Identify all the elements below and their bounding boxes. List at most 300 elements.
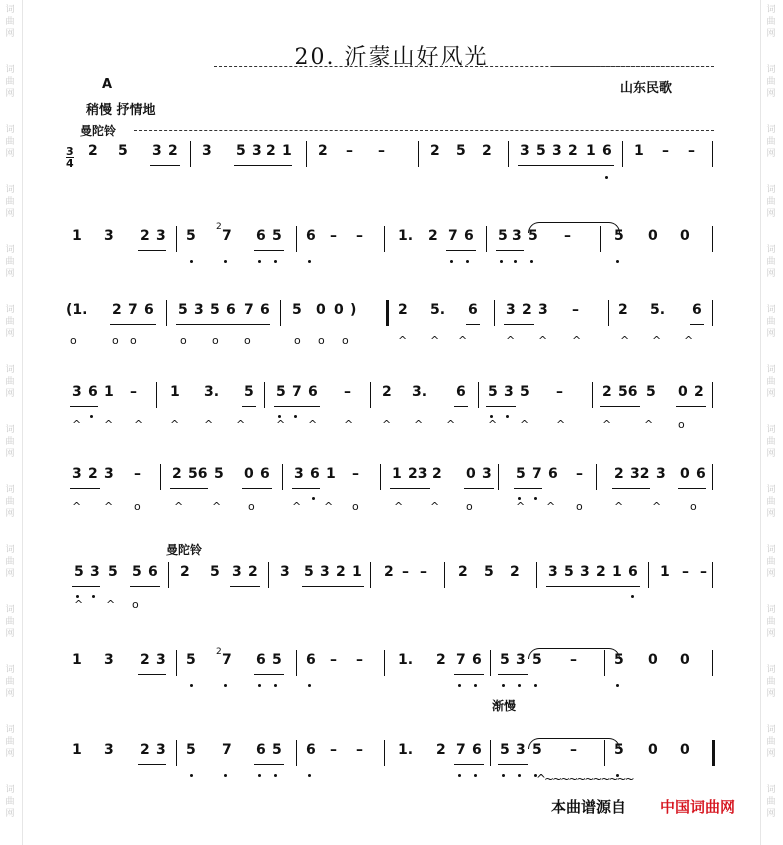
note-token: 2: [482, 143, 492, 159]
articulation-mark: o: [342, 334, 349, 347]
note-token: 6: [696, 466, 706, 482]
note-token: 6: [256, 742, 266, 758]
note-token: 3: [538, 302, 548, 318]
tie-slur: [528, 738, 620, 749]
note-token: 3: [656, 466, 666, 482]
note-token: 5: [272, 228, 282, 244]
articulation-mark: ^: [204, 418, 214, 431]
note-token: 5.: [650, 302, 666, 318]
note-token: 5: [646, 384, 656, 400]
section-label: A: [102, 77, 113, 92]
note-token: 6: [226, 302, 236, 318]
octave-dot: [518, 684, 521, 687]
note-token: –: [330, 742, 337, 758]
watermark-text: 词 曲 网: [5, 485, 15, 519]
note-token: 2: [522, 302, 532, 318]
watermark-text: 词 曲 网: [766, 245, 776, 279]
barline: [296, 650, 297, 676]
barline: [490, 650, 491, 676]
articulation-mark: ^: [236, 418, 246, 431]
note-token: 2: [614, 466, 624, 482]
watermark-text: 词 曲 网: [5, 65, 15, 99]
watermark-text: 词 曲 网: [5, 725, 15, 759]
note-token: 2: [602, 384, 612, 400]
note-token: 3: [156, 742, 166, 758]
note-token: 2: [248, 564, 258, 580]
beam-underline: [486, 406, 516, 407]
octave-dot: [274, 774, 277, 777]
note-token: 2: [430, 143, 440, 159]
barline: [592, 382, 593, 408]
beam-underline: [454, 406, 468, 407]
note-token: 23: [408, 466, 428, 482]
note-token: 6: [256, 652, 266, 668]
barline: [306, 141, 307, 167]
beam-underline: [514, 488, 542, 489]
articulation-mark: o: [678, 418, 685, 431]
articulation-mark: ^: [446, 418, 456, 431]
note-token: 5: [520, 384, 530, 400]
barline: [280, 300, 281, 326]
octave-dot: [258, 684, 261, 687]
octave-dot: [518, 774, 521, 777]
note-token: (1.: [66, 302, 88, 318]
articulation-mark: ^: [74, 598, 84, 611]
note-token: 5: [276, 384, 286, 400]
repeat-bar: [386, 300, 389, 326]
note-token: 6: [472, 652, 482, 668]
note-token: 5: [484, 564, 494, 580]
note-token: 5: [532, 652, 542, 668]
note-token: –: [356, 742, 363, 758]
note-token: 3: [202, 143, 212, 159]
beam-underline: [498, 764, 528, 765]
note-token: 2: [180, 564, 190, 580]
note-token: 0: [648, 652, 658, 668]
articulation-mark: ^: [516, 500, 526, 513]
note-token: –: [330, 228, 337, 244]
note-token: 6: [144, 302, 154, 318]
note-token: 2: [458, 564, 468, 580]
barline: [370, 382, 371, 408]
note-token: 3: [104, 228, 114, 244]
source-label: 本曲谱源自: [551, 798, 627, 816]
note-token: –: [402, 564, 409, 580]
articulation-mark: ^: [344, 418, 354, 431]
note-token: 3: [506, 302, 516, 318]
note-token: 6: [306, 742, 316, 758]
note-token: –: [134, 466, 141, 482]
note-token: 6: [472, 742, 482, 758]
beam-underline: [230, 586, 260, 587]
octave-dot: [90, 415, 93, 418]
tie-slur: [528, 222, 620, 233]
octave-dot: [605, 176, 608, 179]
octave-dot: [190, 774, 193, 777]
beam-underline: [498, 674, 528, 675]
articulation-mark: o: [294, 334, 301, 347]
articulation-mark: ^: [644, 418, 654, 431]
barline: [370, 562, 371, 588]
watermark-text: 词 曲 网: [5, 5, 15, 39]
watermark-text: 词 曲 网: [766, 305, 776, 339]
octave-dot: [616, 260, 619, 263]
octave-dot: [506, 415, 509, 418]
articulation-mark: ^: [174, 500, 184, 513]
watermark-text: 词 曲 网: [766, 665, 776, 699]
note-token: 3: [552, 143, 562, 159]
beam-underline: [464, 488, 494, 489]
articulation-mark: ^: [398, 334, 408, 347]
beam-underline: [504, 324, 534, 325]
octave-dot: [458, 774, 461, 777]
note-token: 5: [74, 564, 84, 580]
note-token: 6: [260, 466, 270, 482]
note-token: –: [346, 143, 353, 159]
note-token: 2: [88, 466, 98, 482]
note-token: 7: [532, 466, 542, 482]
note-token: 3: [152, 143, 162, 159]
articulation-mark: o: [690, 500, 697, 513]
articulation-mark: ^: [104, 500, 114, 513]
beam-underline: [466, 324, 480, 325]
note-token: 6: [456, 384, 466, 400]
note-token: –: [356, 228, 363, 244]
barline: [490, 740, 491, 766]
beam-underline: [242, 406, 256, 407]
articulation-mark: o: [576, 500, 583, 513]
articulation-mark: ^: [538, 334, 548, 347]
note-token: 2: [398, 302, 408, 318]
note-token: 2: [172, 466, 182, 482]
beam-underline: [254, 674, 284, 675]
note-token: 1: [660, 564, 670, 580]
articulation-mark: ^: [106, 598, 116, 611]
note-token: 5: [498, 228, 508, 244]
barline: [384, 650, 385, 676]
beam-underline: [612, 488, 650, 489]
octave-dot: [502, 684, 505, 687]
watermark-text: 词 曲 网: [5, 605, 15, 639]
note-token: 3: [516, 742, 526, 758]
octave-dot: [308, 774, 311, 777]
note-token: –: [570, 652, 577, 668]
beam-underline: [496, 250, 524, 251]
note-token: 2: [140, 228, 150, 244]
octave-dot: [534, 684, 537, 687]
octave-dot: [474, 684, 477, 687]
note-token: 5: [214, 466, 224, 482]
articulation-mark: ^: [308, 418, 318, 431]
note-token: 2: [112, 302, 122, 318]
note-token: 6: [306, 228, 316, 244]
octave-dot: [474, 774, 477, 777]
articulation-mark: ^: [104, 418, 114, 431]
articulation-mark: ^: [684, 334, 694, 347]
octave-dot: [312, 497, 315, 500]
note-token: 0: [316, 302, 326, 318]
time-signature-top: 3: [66, 145, 74, 158]
barline: [622, 141, 623, 167]
watermark-text: 词 曲 网: [766, 785, 776, 819]
mandolin-dashed-line: [642, 66, 714, 67]
note-token: –: [700, 564, 707, 580]
note-token: 5: [564, 564, 574, 580]
note-token: 5: [614, 652, 624, 668]
note-token: 7: [222, 228, 232, 244]
octave-dot: [224, 684, 227, 687]
watermark-text: 词 曲 网: [5, 425, 15, 459]
watermark-text: 词 曲 网: [5, 245, 15, 279]
note-token: 3: [252, 143, 262, 159]
octave-dot: [224, 260, 227, 263]
note-token: –: [682, 564, 689, 580]
watermark-text: 词 曲 网: [766, 65, 776, 99]
articulation-mark: o: [132, 598, 139, 611]
articulation-mark: o: [112, 334, 119, 347]
note-token: 3: [280, 564, 290, 580]
note-token: 2: [140, 652, 150, 668]
octave-dot: [258, 260, 261, 263]
origin-label: 山东民歌: [620, 81, 673, 96]
barline: [498, 464, 499, 490]
articulation-mark: o: [244, 334, 251, 347]
note-token: 5: [244, 384, 254, 400]
beam-underline: [454, 674, 484, 675]
octave-dot: [450, 260, 453, 263]
note-token: 2: [168, 143, 178, 159]
note-token: 2: [384, 564, 394, 580]
beam-underline: [292, 488, 320, 489]
note-token: 1: [586, 143, 596, 159]
barline: [536, 562, 537, 588]
watermark-text: 词 曲 网: [5, 665, 15, 699]
octave-dot: [92, 595, 95, 598]
tempo-slower-label: 渐慢: [492, 699, 517, 713]
note-token: 5.: [430, 302, 446, 318]
note-token: 0: [648, 742, 658, 758]
articulation-mark: o: [130, 334, 137, 347]
note-token: –: [556, 384, 563, 400]
note-token: –: [352, 466, 359, 482]
note-token: 0: [334, 302, 344, 318]
beam-underline: [550, 165, 612, 166]
barline: [608, 300, 609, 326]
octave-dot: [190, 684, 193, 687]
note-token: 2: [140, 742, 150, 758]
articulation-mark: ^: [72, 418, 82, 431]
articulation-mark: ^: [134, 418, 144, 431]
tie-slur: [528, 648, 620, 659]
beam-underline: [138, 250, 166, 251]
note-token: 3: [294, 466, 304, 482]
barline: [296, 740, 297, 766]
beam-underline: [676, 406, 706, 407]
note-token: 5: [614, 742, 624, 758]
articulation-mark: ^: [430, 500, 440, 513]
beam-underline: [242, 488, 272, 489]
note-token: 6: [468, 302, 478, 318]
note-token: 2: [88, 143, 98, 159]
note-token: 1.: [398, 228, 414, 244]
right-watermark-strip: [760, 0, 783, 845]
note-token: 3: [72, 384, 82, 400]
note-token: 2: [266, 143, 276, 159]
note-token: 5: [456, 143, 466, 159]
note-token: 7: [456, 652, 466, 668]
note-token: 3: [482, 466, 492, 482]
beam-underline: [274, 406, 320, 407]
watermark-text: 词 曲 网: [766, 125, 776, 159]
articulation-mark: o: [352, 500, 359, 513]
note-token: 5: [304, 564, 314, 580]
articulation-mark: ^: [506, 334, 516, 347]
beam-underline: [72, 586, 100, 587]
note-token: 3.: [204, 384, 220, 400]
instrument-label: 曼陀铃: [80, 124, 117, 138]
left-watermark-strip: [0, 0, 23, 845]
tempo-marking: 稍慢 抒情地: [86, 103, 156, 118]
octave-dot: [530, 260, 533, 263]
note-token: 1.: [398, 652, 414, 668]
articulation-mark: o: [212, 334, 219, 347]
note-token: 3: [504, 384, 514, 400]
articulation-mark: o: [180, 334, 187, 347]
note-token: 5: [236, 143, 246, 159]
note-token: –: [344, 384, 351, 400]
barline: [712, 226, 713, 252]
note-token: 7: [456, 742, 466, 758]
note-token: 2: [694, 384, 704, 400]
note-token: 5: [500, 742, 510, 758]
note-token: 5: [210, 564, 220, 580]
articulation-mark: ^: [212, 500, 222, 513]
watermark-text: 词 曲 网: [766, 605, 776, 639]
beam-underline: [70, 488, 100, 489]
note-token: 0: [680, 652, 690, 668]
octave-dot: [502, 774, 505, 777]
barline: [494, 300, 495, 326]
note-token: 3: [104, 742, 114, 758]
octave-dot: [308, 260, 311, 263]
note-token: 5: [210, 302, 220, 318]
octave-dot: [458, 684, 461, 687]
octave-dot: [631, 595, 634, 598]
note-token: 6: [464, 228, 474, 244]
octave-dot: [294, 415, 297, 418]
watermark-text: 词 曲 网: [766, 485, 776, 519]
note-token: 7: [448, 228, 458, 244]
score-title: 20. 沂蒙山好风光: [294, 45, 489, 70]
note-token: 7: [222, 652, 232, 668]
note-token: 2: [428, 228, 438, 244]
watermark-text: 词 曲 网: [766, 185, 776, 219]
octave-dot: [274, 260, 277, 263]
barline: [296, 226, 297, 252]
note-token: 3: [320, 564, 330, 580]
note-token: 3: [72, 466, 82, 482]
note-token: 3: [104, 466, 114, 482]
articulation-mark: ^: [620, 334, 630, 347]
note-token: 7: [292, 384, 302, 400]
note-token: 1: [72, 228, 82, 244]
note-token: 0: [244, 466, 254, 482]
octave-dot: [274, 684, 277, 687]
note-token: –: [662, 143, 669, 159]
watermark-text: 词 曲 网: [5, 125, 15, 159]
note-token: 2: [318, 143, 328, 159]
barline: [712, 464, 713, 490]
note-token: –: [420, 564, 427, 580]
note-token: 6: [602, 143, 612, 159]
note-token: 2: [568, 143, 578, 159]
articulation-mark: ^: [324, 500, 334, 513]
note-token: 5: [186, 652, 196, 668]
barline: [712, 740, 715, 766]
beam-underline: [254, 764, 284, 765]
instrument-label-2: 曼陀铃: [166, 543, 203, 557]
note-token: 3: [104, 652, 114, 668]
note-token: 5: [500, 652, 510, 668]
note-token: 5: [178, 302, 188, 318]
octave-dot: [500, 260, 503, 263]
articulation-mark: o: [70, 334, 77, 347]
barline: [712, 141, 713, 167]
note-token: 3: [548, 564, 558, 580]
barline: [712, 650, 713, 676]
barline: [156, 382, 157, 408]
time-signature: [66, 146, 74, 169]
note-token: 6: [260, 302, 270, 318]
note-token: 1.: [398, 742, 414, 758]
articulation-mark: o: [318, 334, 325, 347]
barline: [508, 141, 509, 167]
beam-underline: [150, 165, 180, 166]
note-token: 0: [680, 742, 690, 758]
beam-underline: [690, 324, 704, 325]
barline: [176, 650, 177, 676]
note-token: 3: [516, 652, 526, 668]
note-token: 0: [680, 466, 690, 482]
note-token: –: [564, 228, 571, 244]
time-signature-bottom: 4: [66, 157, 74, 170]
octave-dot: [258, 774, 261, 777]
watermark-text: 词 曲 网: [5, 305, 15, 339]
articulation-mark: ^: [488, 418, 498, 431]
beam-underline: [234, 165, 292, 166]
articulation-mark: ^: [430, 334, 440, 347]
note-token: 6: [310, 466, 320, 482]
note-token: 0: [648, 228, 658, 244]
octave-dot: [514, 260, 517, 263]
note-token: –: [570, 742, 577, 758]
beam-underline: [578, 586, 638, 587]
note-token: 1: [104, 384, 114, 400]
note-token: 3: [580, 564, 590, 580]
octave-dot: [308, 684, 311, 687]
note-token: 3: [156, 652, 166, 668]
note-token: –: [688, 143, 695, 159]
grace-note: 2: [216, 222, 222, 232]
articulation-mark: ^: [170, 418, 180, 431]
note-token: 5: [536, 143, 546, 159]
barline: [160, 464, 161, 490]
note-token: 6: [148, 564, 158, 580]
note-token: –: [576, 466, 583, 482]
note-token: 5: [488, 384, 498, 400]
note-token: 2: [336, 564, 346, 580]
note-token: 3.: [412, 384, 428, 400]
